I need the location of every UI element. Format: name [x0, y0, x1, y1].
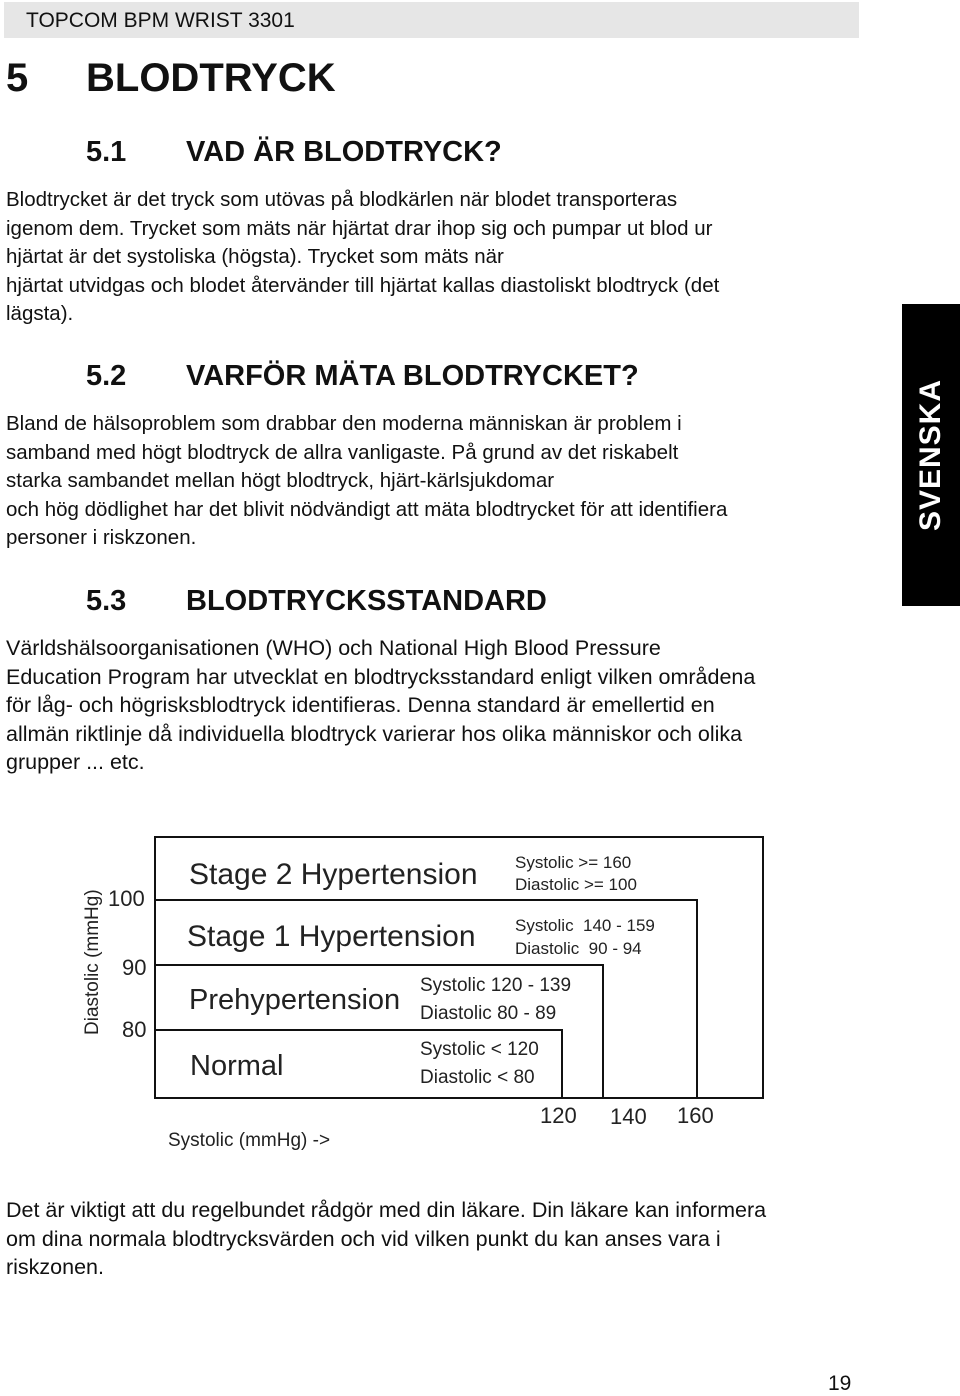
chapter-title: BLODTRYCK: [86, 56, 336, 100]
category-systolic-range: Systolic 120 - 139: [420, 975, 572, 996]
x-tick-label: 140: [610, 1104, 647, 1129]
paragraph-line: hjärtat utvidgas och blodet återvänder till hjärtat kallas diastoliskt blodtryck (det: [6, 273, 720, 297]
paragraph-line: Det är viktigt att du regelbundet rådgör med din läkare. Din läkare kan informera: [6, 1198, 767, 1222]
category-diastolic-range: Diastolic 90 - 94: [515, 939, 642, 958]
category-diastolic-range: Diastolic < 80: [420, 1067, 535, 1088]
x-tick-label: 160: [677, 1103, 714, 1128]
paragraph-line: för låg- och högrisksblodtryck identifieras. Denna standard är emellertid en: [6, 693, 715, 717]
language-tab: [902, 304, 960, 606]
paragraph-line: grupper ... etc.: [6, 750, 145, 774]
section-title: VARFÖR MÄTA BLODTRYCKET?: [186, 360, 639, 392]
paragraph-line: lägsta).: [6, 302, 74, 325]
x-axis-label: Systolic (mmHg) ->: [168, 1130, 331, 1151]
paragraph-line: Blodtrycket är det tryck som utövas på blodkärlen när blodet transporteras: [6, 188, 678, 211]
category-name: Stage 2 Hypertension: [189, 858, 478, 891]
paragraph-line: allmän riktlinje då individuella blodtryck varierar hos olika människor och olika: [6, 721, 743, 746]
section-number: 5.1: [86, 136, 127, 168]
paragraph-line: Bland de hälsoproblem som drabbar den moderna människan är problem i: [6, 412, 682, 435]
y-tick-label: 80: [122, 1017, 147, 1042]
category-systolic-range: Systolic >= 160: [515, 853, 632, 872]
paragraph-line: och hög dödlighet har det blivit nödvändigt att mäta blodtrycket för att identifiera: [6, 497, 728, 521]
y-tick-label: 90: [122, 955, 147, 980]
x-tick-label: 120: [540, 1103, 577, 1128]
document-title: TOPCOM BPM WRIST 3301: [26, 9, 295, 32]
y-axis-label: Diastolic (mmHg): [82, 889, 103, 1035]
paragraph-line: igenom dem. Trycket som mäts när hjärtat drar ihop sig och pumpar ut blod ur: [6, 216, 713, 240]
paragraph-line: riskzonen.: [6, 1255, 104, 1279]
section-title: BLODTRYCKSSTANDARD: [186, 585, 547, 617]
paragraph-line: samband med högt blodtryck de allra vanligaste. På grund av det riskabelt: [6, 440, 679, 464]
category-name: Stage 1 Hypertension: [187, 920, 476, 953]
paragraph-line: Världshälsoorganisationen (WHO) och National High Blood Pressure: [6, 636, 661, 660]
category-diastolic-range: Diastolic >= 100: [515, 875, 637, 894]
chapter-number: 5: [6, 56, 29, 100]
paragraph-line: om dina normala blodtrycksvärden och vid vilken punkt du kan anses vara i: [6, 1226, 721, 1251]
section-number: 5.2: [86, 360, 127, 392]
section-paragraph: [6, 634, 862, 777]
y-tick-label: 100: [108, 886, 145, 911]
category-name: Normal: [190, 1050, 284, 1082]
paragraph-line: starka sambandet mellan högt blodtryck, hjärt-kärlsjukdomar: [6, 469, 555, 492]
paragraph-line: hjärtat är det systoliska (högsta). Trycket som mäts när: [6, 245, 504, 268]
running-header: [4, 2, 859, 38]
paragraph-line: Education Program har utvecklat en blodtrycksstandard enligt vilken områdena: [6, 664, 756, 689]
paragraph-line: personer i riskzonen.: [6, 526, 197, 549]
page-number: 19: [828, 1372, 852, 1395]
category-systolic-range: Systolic 140 - 159: [515, 916, 655, 935]
bp-classification-chart: [0, 820, 960, 1160]
section-number: 5.3: [86, 585, 127, 617]
category-systolic-range: Systolic < 120: [420, 1039, 539, 1060]
language-tab-label: SVENSKA: [914, 378, 947, 532]
closing-paragraph: [6, 1196, 862, 1282]
category-diastolic-range: Diastolic 80 - 89: [420, 1003, 557, 1024]
section-title: VAD ÄR BLODTRYCK?: [186, 136, 502, 168]
section-paragraph: [6, 410, 862, 553]
category-name: Prehypertension: [189, 984, 401, 1016]
section-paragraph: [6, 186, 862, 329]
